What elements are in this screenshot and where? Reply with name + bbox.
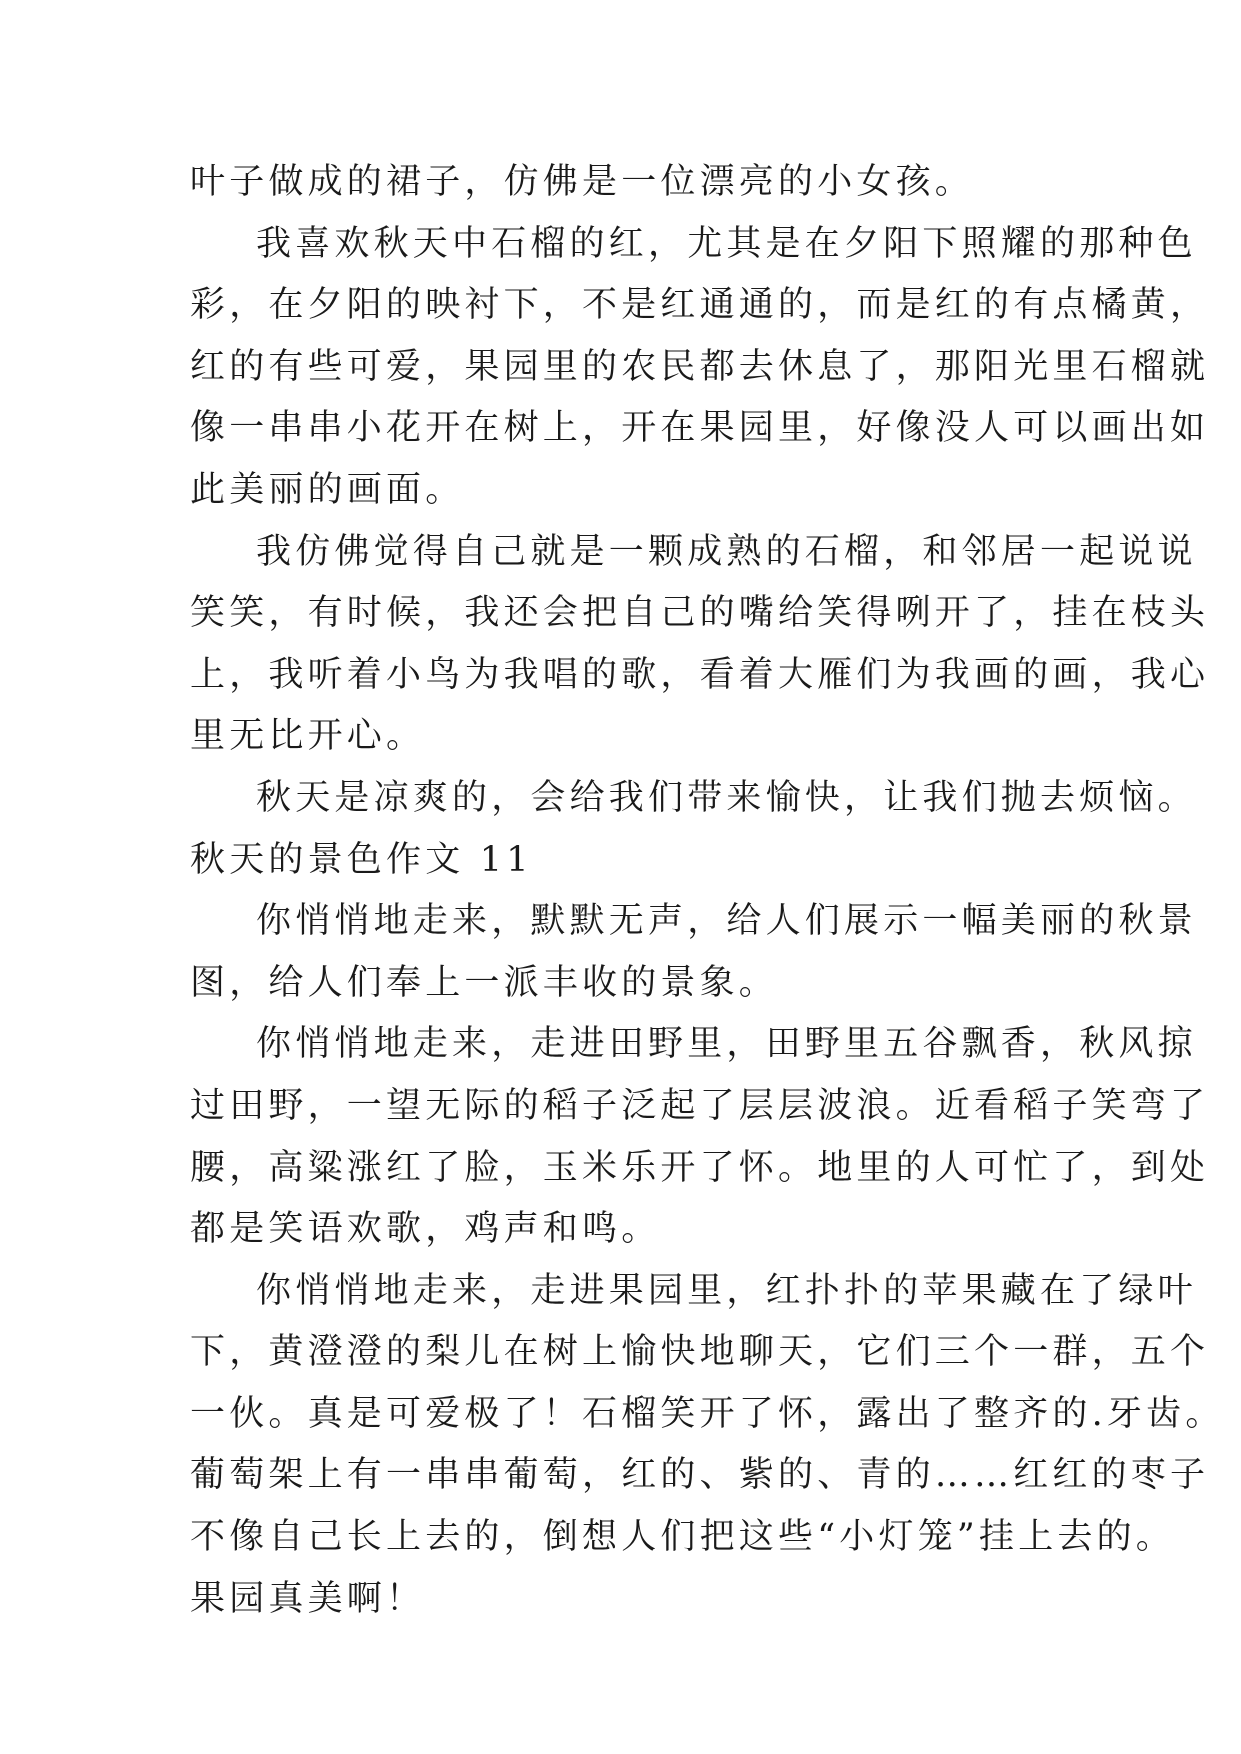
text-line: 你悄悄地走来，默默无声，给人们展示一幅美丽的秋景: [256, 901, 1197, 942]
text-line: 一伙。真是可爱极了！石榴笑开了怀，露出了整齐的.牙齿。: [190, 1393, 1225, 1434]
text-line: 你悄悄地走来，走进田野里，田野里五谷飘香，秋风掠: [256, 1024, 1197, 1065]
document-body-text: [190, 152, 1225, 1630]
text-line: 像一串串小花开在树上，开在果园里，好像没人可以画出如: [190, 408, 1210, 449]
text-line: 果园真美啊！: [190, 1578, 426, 1619]
text-line: 上，我听着小鸟为我唱的歌，看着大雁们为我画的画，我心: [190, 654, 1210, 695]
text-line: 葡萄架上有一串串葡萄，红的、紫的、青的……红红的枣子: [190, 1455, 1210, 1496]
text-line: 你悄悄地走来，走进果园里，红扑扑的苹果藏在了绿叶: [256, 1270, 1197, 1311]
text-line: 秋天是凉爽的，会给我们带来愉快，让我们抛去烦恼。: [256, 777, 1197, 818]
text-line: 此美丽的画面。: [190, 469, 465, 510]
text-line: 我仿佛觉得自己就是一颗成熟的石榴，和邻居一起说说: [256, 531, 1197, 572]
text-line: 红的有些可爱，果园里的农民都去休息了，那阳光里石榴就: [190, 346, 1210, 387]
text-line: 不像自己长上去的，倒想人们把这些“小灯笼”挂上去的。: [190, 1517, 1175, 1558]
text-line: 笑笑，有时候，我还会把自己的嘴给笑得咧开了，挂在枝头: [190, 593, 1210, 634]
text-line: 彩，在夕阳的映衬下，不是红通通的，而是红的有点橘黄，: [190, 285, 1210, 326]
text-line: 图，给人们奉上一派丰收的景象。: [190, 962, 779, 1003]
text-line: 里无比开心。: [190, 716, 426, 757]
text-line: 我喜欢秋天中石榴的红，尤其是在夕阳下照耀的那种色: [256, 223, 1197, 264]
text-line: 叶子做成的裙子，仿佛是一位漂亮的小女孩。: [190, 162, 975, 202]
text-line: 都是笑语欢歌，鸡声和鸣。: [190, 1209, 661, 1250]
text-line: 腰，高粱涨红了脸，玉米乐开了怀。地里的人可忙了，到处: [190, 1147, 1210, 1188]
essay-heading: 秋天的景色作文 11: [190, 839, 533, 880]
text-line: 下，黄澄澄的梨儿在树上愉快地聊天，它们三个一群，五个: [190, 1332, 1210, 1373]
text-line: 过田野，一望无际的稻子泛起了层层波浪。近看稻子笑弯了: [190, 1085, 1210, 1126]
